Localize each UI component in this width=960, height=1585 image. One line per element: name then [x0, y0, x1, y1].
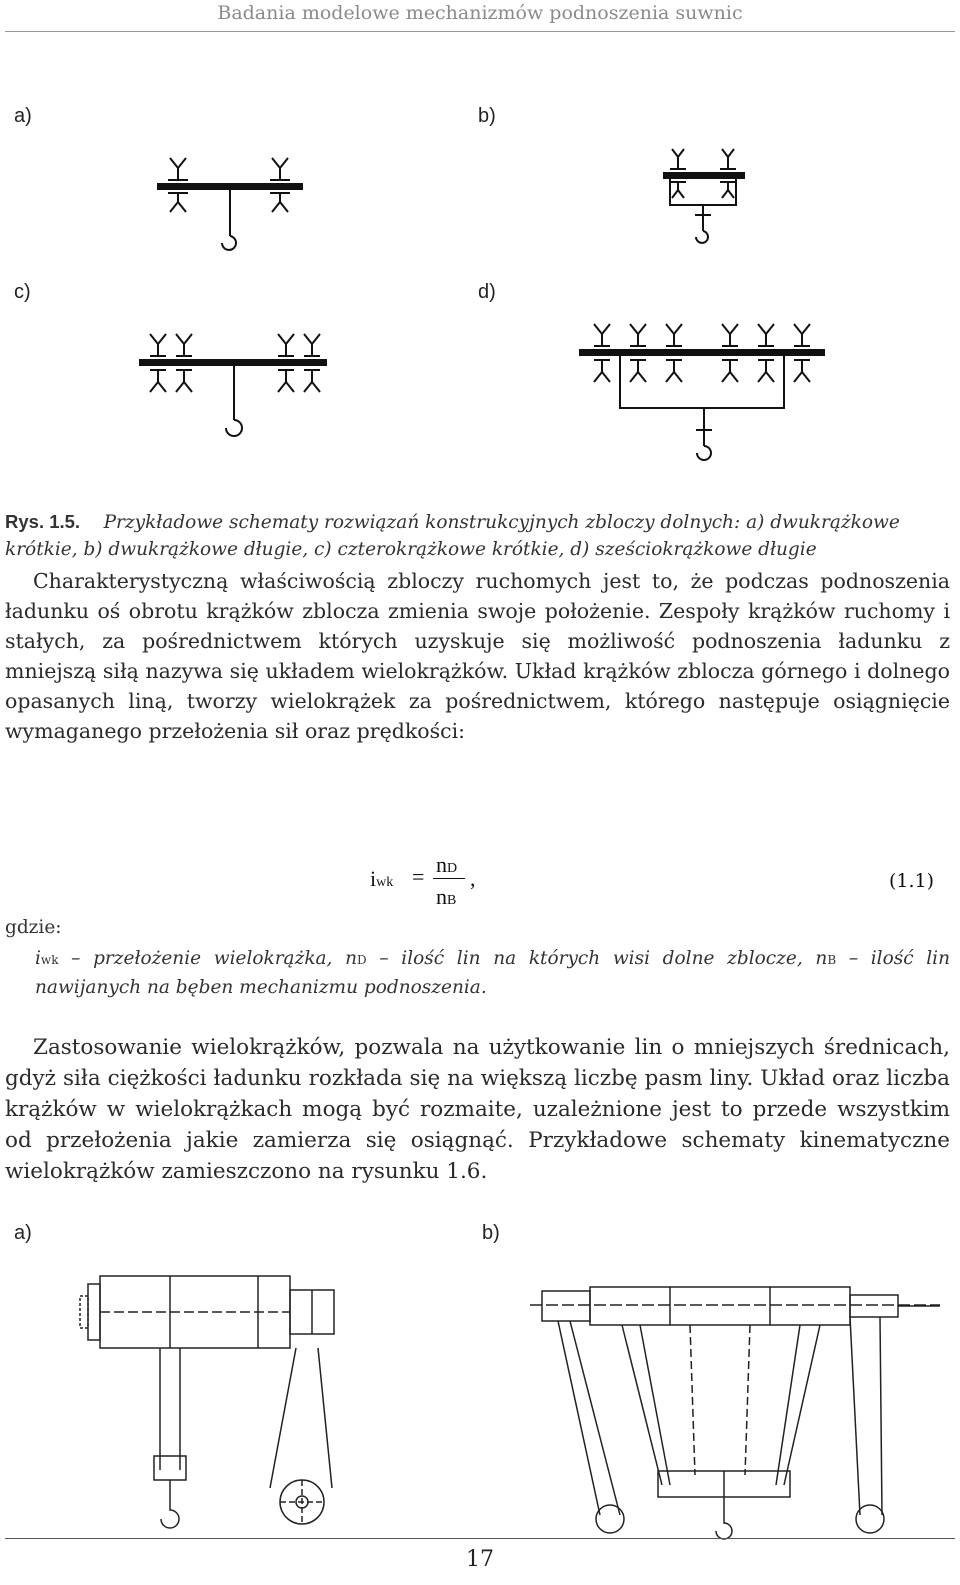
fig1-label-a: a) [14, 105, 32, 127]
fig1-label-d: d) [478, 281, 496, 303]
def-symbol-nd: n [345, 948, 358, 969]
running-header: Badania modelowe mechanizmów podnoszenia suwnic [217, 2, 743, 24]
eq-num-sub: D [447, 861, 458, 876]
equation-fraction-bar [433, 878, 465, 879]
def-symbol-nb: n [815, 948, 828, 969]
diagram-hoist-b [530, 1275, 950, 1545]
equation-equals: = [412, 864, 425, 889]
fig1-caption-text: Przykładowe schematy rozwiązań konstrukcyjnych zbloczy dolnych: a) dwukrążkowe krótkie, b) dwukrążkowe długie, c) czterokrążkowe krótkie, d) sześciokrążkowe długie [5, 512, 900, 560]
diagram-b-two-sheave-long [660, 145, 750, 255]
diagram-d-six-sheave-long [572, 318, 832, 468]
diagram-a-two-sheave-short [150, 150, 310, 260]
eq-den-symbol: n [436, 884, 447, 909]
symbol-definitions [35, 945, 950, 1001]
fig2-label-a: a) [14, 1222, 32, 1244]
equation-numerator [436, 852, 457, 878]
equation-comma: , [470, 866, 476, 891]
header-rule [5, 31, 955, 32]
def-text-3: – ilość lin nawijanych na bęben mechanizmu podnoszenia. [35, 948, 950, 998]
fig1-caption [5, 508, 950, 563]
eq-lhs-sub: wk [376, 875, 394, 890]
paragraph-1: Charakterystyczną właściwością zbloczy ruchomych jest to, że podczas podnoszenia ładunku oś obrotu krążków zblocza zmienia swoje położenie. Zespoły krążków ruchomy i stałych, za pośrednictwem których uzyskuje się możliwość podnoszenia ładunku z mniejszą siłą nazywa się układem wielokrążków. Układ krążków zblocza górnego i dolnego opasanych liną, tworzy wielokrążek za pośrednictwem, którego następuje osiągnięcie wymaganego przełożenia sił oraz prędkości: [5, 569, 950, 743]
eq-lhs-symbol: i [370, 866, 377, 891]
def-text-2: – ilość lin na których wisi dolne zblocze, [366, 948, 816, 969]
def-text-1: – przełożenie wielokrążka, [58, 948, 346, 969]
fig1-label-c: c) [14, 281, 31, 303]
def-symbol-iwk: i [35, 948, 41, 969]
diagram-hoist-a [70, 1270, 350, 1540]
equation-lhs [370, 866, 393, 892]
gdzie-label: gdzie: [5, 917, 62, 938]
def-symbol-iwk-sub: wk [40, 953, 59, 967]
eq-den-sub: B [447, 893, 457, 908]
fig2-label-b: b) [482, 1222, 500, 1244]
def-symbol-nd-sub: D [357, 953, 367, 967]
footer-rule [5, 1538, 955, 1539]
paragraph-2: Zastosowanie wielokrążków, pozwala na użytkowanie lin o mniejszych średnicach, gdyż siła ciężkości ładunku rozkłada się na większą liczbę pasm liny. Układ oraz liczba krążków w wielokrążkach mogą być rozmaite, uzależnione jest to przede wszystkim od przełożenia jakie zamierza się osiągnąć. Przykładowe schematy kinematyczne wielokrążków zamieszczono na rysunku 1.6. [5, 1035, 950, 1184]
equation-number: (1.1) [889, 870, 935, 892]
def-symbol-nb-sub: B [827, 953, 837, 967]
fig1-label-b: b) [478, 105, 496, 127]
eq-num-symbol: n [436, 852, 447, 877]
equation-denominator [436, 884, 456, 910]
page-number: 17 [466, 1547, 494, 1572]
fig1-caption-label: Rys. 1.5. [5, 511, 81, 532]
diagram-c-four-sheave-short [130, 328, 330, 448]
